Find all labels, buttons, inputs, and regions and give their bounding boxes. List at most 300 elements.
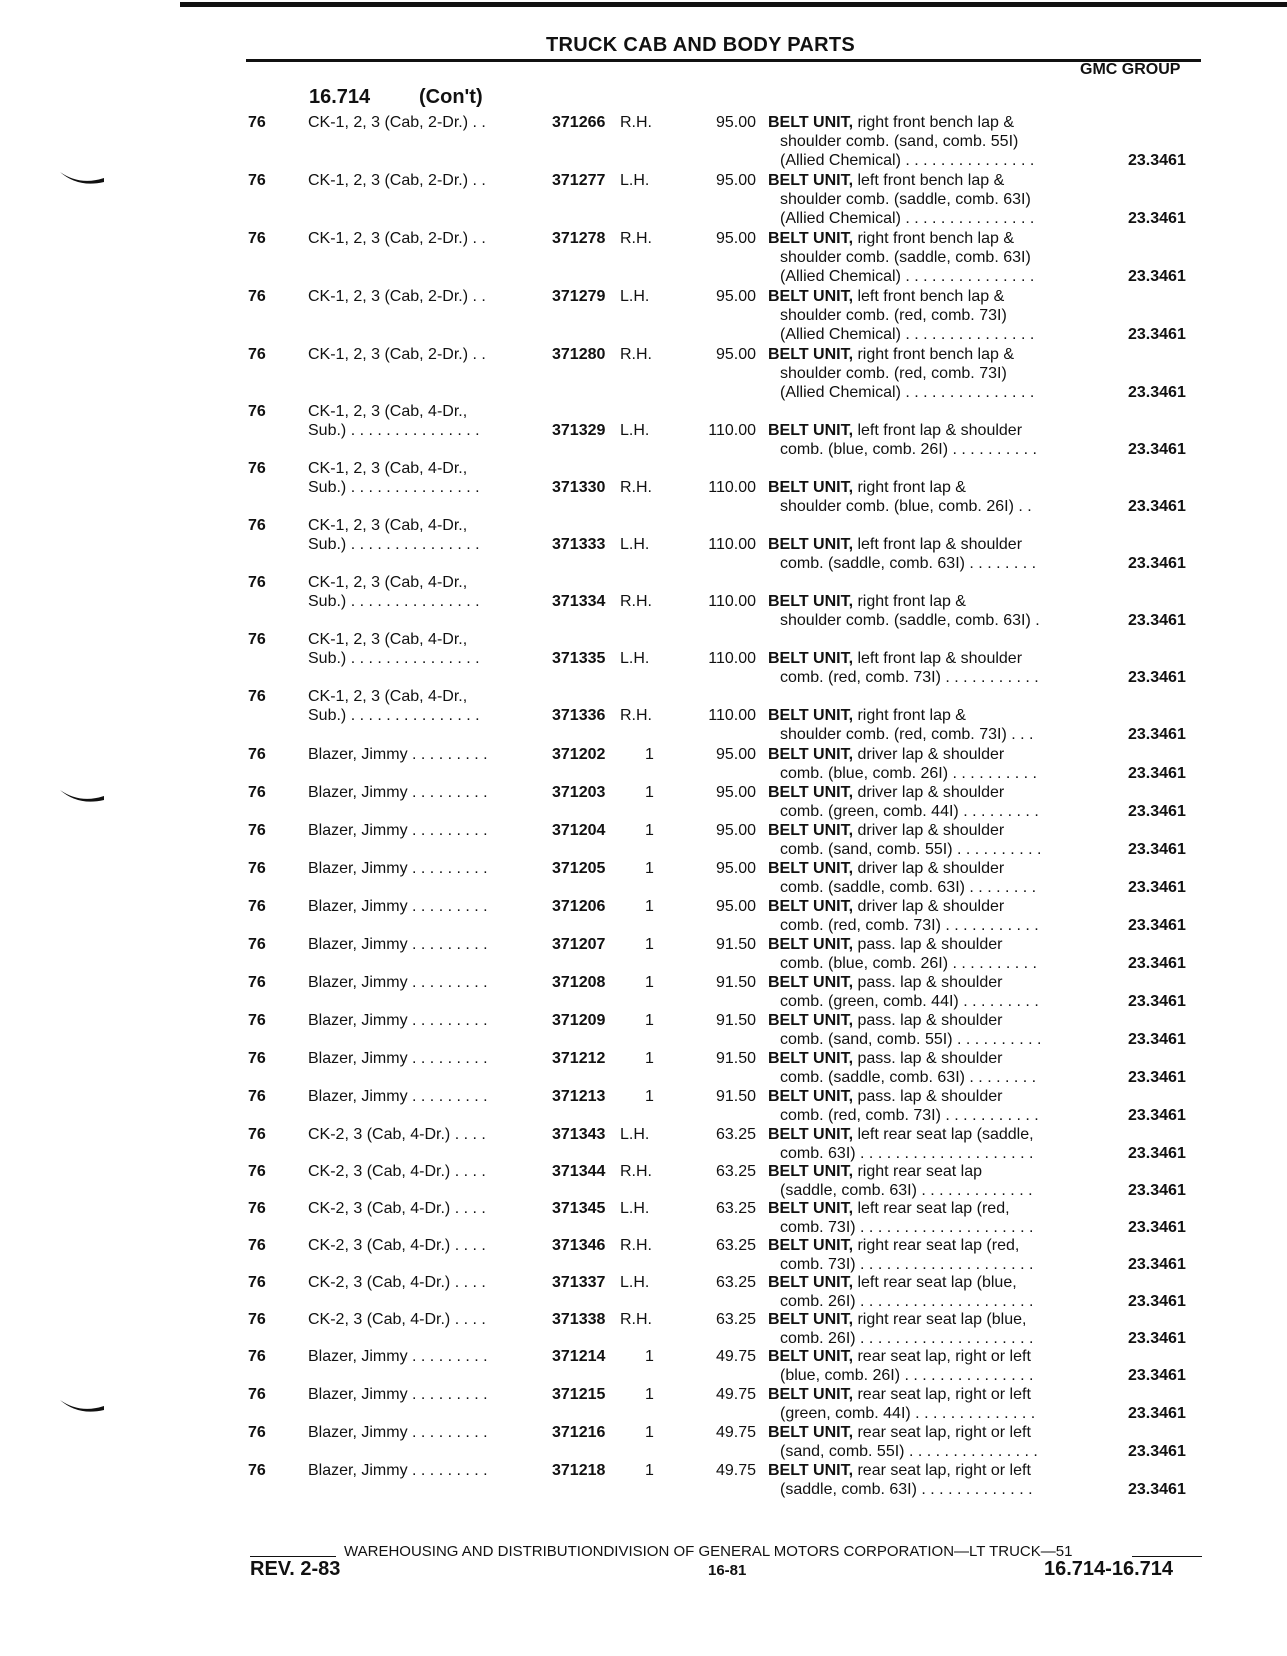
application: Blazer, Jimmy . . . . . . . . . xyxy=(308,1088,488,1105)
group-code: 23.3461 xyxy=(1128,268,1186,285)
group-code: 23.3461 xyxy=(1128,955,1186,972)
part-number: 371208 xyxy=(552,974,606,991)
item-name: BELT UNIT, xyxy=(768,422,854,439)
group-code: 23.3461 xyxy=(1128,384,1186,401)
group-code: 23.3461 xyxy=(1128,726,1186,743)
application: CK-2, 3 (Cab, 4-Dr.) . . . . xyxy=(308,1274,486,1291)
description-text: pass. lap & shoulder xyxy=(853,1088,1003,1105)
item-name: BELT UNIT, xyxy=(768,1424,854,1441)
description-text: left front bench lap & xyxy=(853,288,1005,305)
description-line-1 xyxy=(768,1347,1031,1366)
side: L.H. xyxy=(620,536,650,553)
description-line-2: (green, comb. 44I) . . . . . . . . . . . . . . xyxy=(780,1405,1036,1422)
application: CK-2, 3 (Cab, 4-Dr.) . . . . xyxy=(308,1200,486,1217)
fig-number: 76 xyxy=(248,1424,266,1441)
group-code: 23.3461 xyxy=(1128,1293,1186,1310)
part-number: 371204 xyxy=(552,822,606,839)
part-number: 371214 xyxy=(552,1348,606,1365)
side: R.H. xyxy=(620,1311,652,1328)
revision-label: REV. 2-83 xyxy=(250,1558,341,1580)
group-code: 23.3461 xyxy=(1128,498,1186,515)
part-number: 371330 xyxy=(552,479,606,496)
list-price: 63.25 xyxy=(715,1126,756,1143)
description-line-2: comb. 63I) . . . . . . . . . . . . . . . . . . . . xyxy=(780,1145,1034,1162)
description-line-1 xyxy=(768,783,1004,802)
application: CK-1, 2, 3 (Cab, 2-Dr.) . . xyxy=(308,288,486,305)
description-line-1 xyxy=(768,421,1022,440)
application: CK-2, 3 (Cab, 4-Dr.) . . . . xyxy=(308,1163,486,1180)
item-name: BELT UNIT, xyxy=(768,1386,854,1403)
item-name: BELT UNIT, xyxy=(768,746,854,763)
part-number: 371345 xyxy=(552,1200,606,1217)
part-number: 371202 xyxy=(552,746,606,763)
application-cont: Sub.) . . . . . . . . . . . . . . . xyxy=(308,479,480,496)
description-line-1 xyxy=(768,897,1004,916)
group-code: 23.3461 xyxy=(1128,993,1186,1010)
page-number: 16-81 xyxy=(708,1562,747,1579)
description-line-2: shoulder comb. (red, comb. 73I) xyxy=(780,365,1007,382)
application: Blazer, Jimmy . . . . . . . . . xyxy=(308,822,488,839)
part-number: 371333 xyxy=(552,536,606,553)
fig-number: 76 xyxy=(248,517,266,534)
list-price: 91.50 xyxy=(715,1088,756,1105)
application: CK-2, 3 (Cab, 4-Dr.) . . . . xyxy=(308,1237,486,1254)
application-cont: Sub.) . . . . . . . . . . . . . . . xyxy=(308,422,480,439)
side: R.H. xyxy=(620,593,652,610)
description-text: pass. lap & shoulder xyxy=(853,1012,1003,1029)
application: Blazer, Jimmy . . . . . . . . . xyxy=(308,1462,488,1479)
application: CK-1, 2, 3 (Cab, 2-Dr.) . . xyxy=(308,346,486,363)
list-price: 49.75 xyxy=(715,1424,756,1441)
footer-division-text: WAREHOUSING AND DISTRIBUTIONDIVISION OF GENERAL MOTORS CORPORATION—LT TRUCK—51 xyxy=(344,1543,1073,1560)
part-number: 371203 xyxy=(552,784,606,801)
top-edge-rule xyxy=(180,2,1287,7)
part-number: 371207 xyxy=(552,936,606,953)
application: CK-1, 2, 3 (Cab, 4-Dr., xyxy=(308,574,468,591)
fig-number: 76 xyxy=(248,460,266,477)
quantity: 1 xyxy=(645,860,654,877)
part-number: 371329 xyxy=(552,422,606,439)
description-text: right front bench lap & xyxy=(853,346,1015,363)
list-price: 95.00 xyxy=(715,784,756,801)
description-text: rear seat lap, right or left xyxy=(853,1462,1031,1479)
part-number: 371335 xyxy=(552,650,606,667)
group-code: 23.3461 xyxy=(1128,879,1186,896)
item-name: BELT UNIT, xyxy=(768,1012,854,1029)
description-line-3: (Allied Chemical) . . . . . . . . . . . . . . . xyxy=(780,326,1035,343)
list-price: 95.00 xyxy=(715,172,756,189)
fig-number: 76 xyxy=(248,936,266,953)
fig-number: 76 xyxy=(248,346,266,363)
description-line-2: comb. (red, comb. 73I) . . . . . . . . . . . xyxy=(780,1107,1039,1124)
part-number: 371216 xyxy=(552,1424,606,1441)
description-line-1 xyxy=(768,229,1014,248)
part-number: 371280 xyxy=(552,346,606,363)
fig-number: 76 xyxy=(248,1386,266,1403)
fig-number: 76 xyxy=(248,974,266,991)
group-code: 23.3461 xyxy=(1128,1069,1186,1086)
list-price: 95.00 xyxy=(715,346,756,363)
description-line-1 xyxy=(768,706,966,725)
side: R.H. xyxy=(620,707,652,724)
description-line-1 xyxy=(768,1236,1019,1255)
description-line-1 xyxy=(768,1385,1031,1404)
binder-hole-mark xyxy=(58,786,106,806)
list-price: 49.75 xyxy=(715,1348,756,1365)
list-price: 63.25 xyxy=(715,1311,756,1328)
group-code: 23.3461 xyxy=(1128,841,1186,858)
fig-number: 76 xyxy=(248,898,266,915)
part-number: 371205 xyxy=(552,860,606,877)
group-code: 23.3461 xyxy=(1128,803,1186,820)
item-name: BELT UNIT, xyxy=(768,784,854,801)
description-line-2: (blue, comb. 26I) . . . . . . . . . . . . . . . xyxy=(780,1367,1034,1384)
quantity: 1 xyxy=(645,898,654,915)
fig-number: 76 xyxy=(248,403,266,420)
part-number: 371334 xyxy=(552,593,606,610)
item-name: BELT UNIT, xyxy=(768,936,854,953)
list-price: 95.00 xyxy=(715,288,756,305)
description-line-2: (sand, comb. 55I) . . . . . . . . . . . . . . . xyxy=(780,1443,1038,1460)
description-line-1 xyxy=(768,1199,1010,1218)
item-name: BELT UNIT, xyxy=(768,1311,854,1328)
application: Blazer, Jimmy . . . . . . . . . xyxy=(308,974,488,991)
group-code: 23.3461 xyxy=(1128,1405,1186,1422)
fig-number: 76 xyxy=(248,688,266,705)
group-code: 23.3461 xyxy=(1128,1256,1186,1273)
section-continued: (Con't) xyxy=(419,86,483,108)
item-name: BELT UNIT, xyxy=(768,1462,854,1479)
fig-number: 76 xyxy=(248,574,266,591)
part-number: 371215 xyxy=(552,1386,606,1403)
item-name: BELT UNIT, xyxy=(768,1237,854,1254)
description-line-1 xyxy=(768,592,966,611)
part-number: 371338 xyxy=(552,1311,606,1328)
section-heading xyxy=(309,86,483,109)
side: R.H. xyxy=(620,230,652,247)
list-price: 95.00 xyxy=(715,114,756,131)
side: L.H. xyxy=(620,1200,650,1217)
fig-number: 76 xyxy=(248,1163,266,1180)
description-line-2: shoulder comb. (saddle, comb. 63I) . xyxy=(780,612,1040,629)
description-line-2: comb. (blue, comb. 26I) . . . . . . . . . . xyxy=(780,441,1037,458)
application: Blazer, Jimmy . . . . . . . . . xyxy=(308,860,488,877)
fig-number: 76 xyxy=(248,1012,266,1029)
part-number: 371266 xyxy=(552,114,606,131)
item-name: BELT UNIT, xyxy=(768,974,854,991)
part-number: 371218 xyxy=(552,1462,606,1479)
item-name: BELT UNIT, xyxy=(768,1274,854,1291)
description-line-1 xyxy=(768,1049,1002,1068)
description-line-1 xyxy=(768,859,1004,878)
part-number: 371343 xyxy=(552,1126,606,1143)
part-number: 371212 xyxy=(552,1050,606,1067)
item-name: BELT UNIT, xyxy=(768,479,854,496)
item-name: BELT UNIT, xyxy=(768,1200,854,1217)
item-name: BELT UNIT, xyxy=(768,1348,854,1365)
description-text: driver lap & shoulder xyxy=(853,822,1005,839)
description-line-2: comb. (saddle, comb. 63I) . . . . . . . . xyxy=(780,555,1037,572)
group-code: 23.3461 xyxy=(1128,326,1186,343)
side: L.H. xyxy=(620,1126,650,1143)
quantity: 1 xyxy=(645,1050,654,1067)
description-line-1 xyxy=(768,745,1004,764)
description-line-2: comb. (blue, comb. 26I) . . . . . . . . . . xyxy=(780,765,1037,782)
description-line-1 xyxy=(768,973,1002,992)
fig-number: 76 xyxy=(248,1348,266,1365)
list-price: 95.00 xyxy=(715,822,756,839)
description-line-2: (saddle, comb. 63I) . . . . . . . . . . . . . xyxy=(780,1182,1033,1199)
description-text: right front lap & xyxy=(853,593,966,610)
title-rule xyxy=(246,59,1201,62)
part-number: 371279 xyxy=(552,288,606,305)
description-text: right front lap & xyxy=(853,707,966,724)
side: R.H. xyxy=(620,346,652,363)
application: Blazer, Jimmy . . . . . . . . . xyxy=(308,936,488,953)
fig-number: 76 xyxy=(248,631,266,648)
binder-hole-mark xyxy=(58,168,106,188)
list-price: 63.25 xyxy=(715,1274,756,1291)
section-range: 16.714-16.714 xyxy=(1044,1558,1174,1580)
list-price: 91.50 xyxy=(715,974,756,991)
page-title: TRUCK CAB AND BODY PARTS xyxy=(546,34,856,56)
fig-number: 76 xyxy=(248,784,266,801)
list-price: 110.00 xyxy=(708,593,756,610)
group-code: 23.3461 xyxy=(1128,152,1186,169)
description-line-2: comb. 73I) . . . . . . . . . . . . . . . . . . . . xyxy=(780,1256,1034,1273)
side: L.H. xyxy=(620,1274,650,1291)
side: R.H. xyxy=(620,1163,652,1180)
list-price: 91.50 xyxy=(715,936,756,953)
description-line-3: (Allied Chemical) . . . . . . . . . . . . . . . xyxy=(780,384,1035,401)
application: CK-1, 2, 3 (Cab, 4-Dr., xyxy=(308,460,468,477)
application: CK-1, 2, 3 (Cab, 4-Dr., xyxy=(308,403,468,420)
item-name: BELT UNIT, xyxy=(768,114,854,131)
application: CK-1, 2, 3 (Cab, 2-Dr.) . . xyxy=(308,114,486,131)
item-name: BELT UNIT, xyxy=(768,1126,854,1143)
application: Blazer, Jimmy . . . . . . . . . xyxy=(308,1424,488,1441)
quantity: 1 xyxy=(645,1348,654,1365)
part-number: 371344 xyxy=(552,1163,606,1180)
part-number: 371336 xyxy=(552,707,606,724)
description-text: driver lap & shoulder xyxy=(853,746,1005,763)
item-name: BELT UNIT, xyxy=(768,172,854,189)
group-code: 23.3461 xyxy=(1128,1219,1186,1236)
description-text: pass. lap & shoulder xyxy=(853,1050,1003,1067)
description-text: right rear seat lap (blue, xyxy=(853,1311,1027,1328)
fig-number: 76 xyxy=(248,230,266,247)
side: R.H. xyxy=(620,114,652,131)
description-line-1 xyxy=(768,113,1014,132)
item-name: BELT UNIT, xyxy=(768,822,854,839)
application: CK-1, 2, 3 (Cab, 2-Dr.) . . xyxy=(308,172,486,189)
application: CK-1, 2, 3 (Cab, 4-Dr., xyxy=(308,688,468,705)
side: L.H. xyxy=(620,422,650,439)
quantity: 1 xyxy=(645,822,654,839)
part-number: 371278 xyxy=(552,230,606,247)
list-price: 110.00 xyxy=(708,650,756,667)
quantity: 1 xyxy=(645,1424,654,1441)
fig-number: 76 xyxy=(248,1237,266,1254)
application: Blazer, Jimmy . . . . . . . . . xyxy=(308,1050,488,1067)
description-line-1 xyxy=(768,1087,1002,1106)
description-line-2: comb. (red, comb. 73I) . . . . . . . . . . . xyxy=(780,917,1039,934)
side: L.H. xyxy=(620,172,650,189)
group-code: 23.3461 xyxy=(1128,1367,1186,1384)
description-text: right rear seat lap xyxy=(853,1163,982,1180)
side: L.H. xyxy=(620,650,650,667)
description-text: pass. lap & shoulder xyxy=(853,936,1003,953)
quantity: 1 xyxy=(645,1386,654,1403)
description-text: left rear seat lap (blue, xyxy=(853,1274,1017,1291)
description-text: right front lap & xyxy=(853,479,966,496)
application-cont: Sub.) . . . . . . . . . . . . . . . xyxy=(308,536,480,553)
list-price: 91.50 xyxy=(715,1012,756,1029)
application: CK-2, 3 (Cab, 4-Dr.) . . . . xyxy=(308,1311,486,1328)
quantity: 1 xyxy=(645,974,654,991)
part-number: 371346 xyxy=(552,1237,606,1254)
group-label: GMC GROUP xyxy=(1080,61,1181,78)
item-name: BELT UNIT, xyxy=(768,1088,854,1105)
application: CK-1, 2, 3 (Cab, 4-Dr., xyxy=(308,517,468,534)
description-line-2: comb. (green, comb. 44I) . . . . . . . . . xyxy=(780,993,1039,1010)
part-number: 371209 xyxy=(552,1012,606,1029)
description-line-1 xyxy=(768,821,1004,840)
description-text: left front lap & shoulder xyxy=(853,650,1023,667)
description-text: driver lap & shoulder xyxy=(853,898,1005,915)
description-line-1 xyxy=(768,935,1002,954)
description-line-1 xyxy=(768,287,1004,306)
fig-number: 76 xyxy=(248,114,266,131)
description-text: left front lap & shoulder xyxy=(853,536,1023,553)
item-name: BELT UNIT, xyxy=(768,1163,854,1180)
quantity: 1 xyxy=(645,936,654,953)
part-number: 371206 xyxy=(552,898,606,915)
fig-number: 76 xyxy=(248,822,266,839)
description-line-3: (Allied Chemical) . . . . . . . . . . . . . . . xyxy=(780,152,1035,169)
list-price: 110.00 xyxy=(708,479,756,496)
description-line-2: comb. (saddle, comb. 63I) . . . . . . . . xyxy=(780,879,1037,896)
description-line-1 xyxy=(768,1461,1031,1480)
quantity: 1 xyxy=(645,1462,654,1479)
item-name: BELT UNIT, xyxy=(768,536,854,553)
binder-hole-mark xyxy=(58,1396,106,1416)
application: CK-2, 3 (Cab, 4-Dr.) . . . . xyxy=(308,1126,486,1143)
application-cont: Sub.) . . . . . . . . . . . . . . . xyxy=(308,650,480,667)
fig-number: 76 xyxy=(248,1050,266,1067)
description-text: pass. lap & shoulder xyxy=(853,974,1003,991)
side: R.H. xyxy=(620,479,652,496)
description-line-2: shoulder comb. (saddle, comb. 63I) xyxy=(780,249,1031,266)
list-price: 63.25 xyxy=(715,1200,756,1217)
description-text: left front bench lap & xyxy=(853,172,1005,189)
description-line-2: comb. (green, comb. 44I) . . . . . . . . . xyxy=(780,803,1039,820)
fig-number: 76 xyxy=(248,746,266,763)
description-line-1 xyxy=(768,345,1014,364)
application: Blazer, Jimmy . . . . . . . . . xyxy=(308,1012,488,1029)
fig-number: 76 xyxy=(248,1126,266,1143)
description-line-1 xyxy=(768,1273,1017,1292)
fig-number: 76 xyxy=(248,1274,266,1291)
footer-rule-right xyxy=(1132,1556,1202,1557)
group-code: 23.3461 xyxy=(1128,1145,1186,1162)
description-line-1 xyxy=(768,1310,1026,1329)
list-price: 95.00 xyxy=(715,898,756,915)
description-line-1 xyxy=(768,535,1022,554)
description-line-2: comb. (blue, comb. 26I) . . . . . . . . . . xyxy=(780,955,1037,972)
group-code: 23.3461 xyxy=(1128,669,1186,686)
description-line-2: (saddle, comb. 63I) . . . . . . . . . . . . . xyxy=(780,1481,1033,1498)
group-code: 23.3461 xyxy=(1128,555,1186,572)
group-code: 23.3461 xyxy=(1128,1330,1186,1347)
list-price: 95.00 xyxy=(715,746,756,763)
description-line-1 xyxy=(768,649,1022,668)
description-line-2: comb. (sand, comb. 55I) . . . . . . . . . . xyxy=(780,841,1042,858)
application-cont: Sub.) . . . . . . . . . . . . . . . xyxy=(308,593,480,610)
group-code: 23.3461 xyxy=(1128,765,1186,782)
list-price: 63.25 xyxy=(715,1237,756,1254)
list-price: 63.25 xyxy=(715,1163,756,1180)
fig-number: 76 xyxy=(248,1462,266,1479)
footer-rule-left xyxy=(250,1556,336,1557)
fig-number: 76 xyxy=(248,1311,266,1328)
description-line-1 xyxy=(768,1423,1031,1442)
group-code: 23.3461 xyxy=(1128,612,1186,629)
list-price: 91.50 xyxy=(715,1050,756,1067)
part-number: 371277 xyxy=(552,172,606,189)
item-name: BELT UNIT, xyxy=(768,1050,854,1067)
description-text: left rear seat lap (saddle, xyxy=(853,1126,1034,1143)
group-code: 23.3461 xyxy=(1128,1107,1186,1124)
quantity: 1 xyxy=(645,784,654,801)
fig-number: 76 xyxy=(248,288,266,305)
group-code: 23.3461 xyxy=(1128,441,1186,458)
item-name: BELT UNIT, xyxy=(768,346,854,363)
side: L.H. xyxy=(620,288,650,305)
group-code: 23.3461 xyxy=(1128,1031,1186,1048)
description-line-1 xyxy=(768,171,1004,190)
description-text: right rear seat lap (red, xyxy=(853,1237,1020,1254)
list-price: 49.75 xyxy=(715,1386,756,1403)
description-text: driver lap & shoulder xyxy=(853,860,1005,877)
description-line-2: comb. 26I) . . . . . . . . . . . . . . . . . . . . xyxy=(780,1293,1034,1310)
group-code: 23.3461 xyxy=(1128,1481,1186,1498)
fig-number: 76 xyxy=(248,1088,266,1105)
fig-number: 76 xyxy=(248,1200,266,1217)
description-text: driver lap & shoulder xyxy=(853,784,1005,801)
application: Blazer, Jimmy . . . . . . . . . xyxy=(308,784,488,801)
application: CK-1, 2, 3 (Cab, 2-Dr.) . . xyxy=(308,230,486,247)
section-number: 16.714 xyxy=(309,86,371,108)
group-code: 23.3461 xyxy=(1128,917,1186,934)
description-line-2: shoulder comb. (red, comb. 73I) . . . xyxy=(780,726,1034,743)
list-price: 110.00 xyxy=(708,707,756,724)
description-line-2: comb. 26I) . . . . . . . . . . . . . . . . . . . . xyxy=(780,1330,1034,1347)
description-text: rear seat lap, right or left xyxy=(853,1348,1031,1365)
quantity: 1 xyxy=(645,1088,654,1105)
item-name: BELT UNIT, xyxy=(768,230,854,247)
description-line-2: comb. 73I) . . . . . . . . . . . . . . . . . . . . xyxy=(780,1219,1034,1236)
item-name: BELT UNIT, xyxy=(768,650,854,667)
description-line-2: shoulder comb. (sand, comb. 55I) xyxy=(780,133,1019,150)
description-line-2: comb. (sand, comb. 55I) . . . . . . . . . . xyxy=(780,1031,1042,1048)
description-text: right front bench lap & xyxy=(853,230,1015,247)
description-line-3: (Allied Chemical) . . . . . . . . . . . . . . . xyxy=(780,268,1035,285)
part-number: 371213 xyxy=(552,1088,606,1105)
item-name: BELT UNIT, xyxy=(768,593,854,610)
application-cont: Sub.) . . . . . . . . . . . . . . . xyxy=(308,707,480,724)
item-name: BELT UNIT, xyxy=(768,288,854,305)
